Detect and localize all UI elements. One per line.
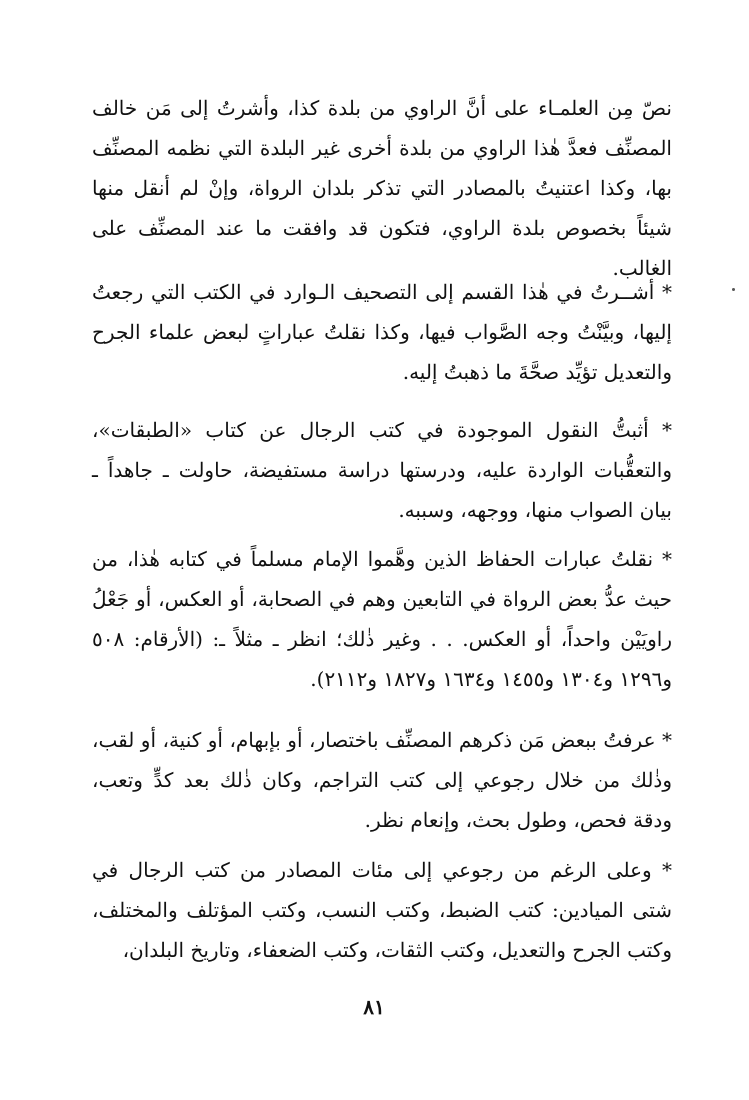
paragraph-sources: * وعلى الرغم من رجوعي إلى مئات المصادر من كتب الرجال في شتى الميادين: كتب الضبط، وكتب النسب، وكتب المؤتلف والمختلف، وكتب الجرح والتعديل، وكتب الثقات، وكتب الضعفاء، وتاريخ البلدان، [92, 858, 673, 962]
paragraph-identifying-narrators: * عرفتُ ببعض مَن ذكرهم المصنِّف باختصار، أو بإبهام، أو كنية، أو لقب، وذٰلك من خلال رجوعي إلى كتب التراجم، وكان ذٰلك بعد كدٍّ وتعب، ودقة فحص، وطول بحث، وإنعام نظر. [92, 728, 672, 832]
paragraph-narrators-cities: نصّ مِن العلمـاء على أنَّ الراوي من بلدة كذا، وأشرتُ إلى مَن خالف المصنِّف فعدَّ هٰذا الراوي من بلدة أخرى غير البلدة التي نظمه المصنِّف بها، وكذا اعتنيتُ بالمصادر التي تذكر بلدان الرواة، وإنْ لم أنقل منها شيئاً بخصوص بلدة الراوي، فتكون قد وافقت ما عند المصنِّف على الغالب. [92, 96, 672, 280]
page-number: ٨١ [363, 995, 385, 1019]
scan-speck [732, 288, 735, 291]
paragraph-tabaqat-quotes: * أثبتُّ النقول الموجودة في كتب الرجال عن كتاب «الطبقات»، والتعقُّبات الواردة عليه، ودرستها دراسة مستفيضة، حاولت ـ جاهداً ـ بيان الصواب منها، ووجهه، وسببه. [92, 418, 672, 522]
paragraph-huffaz-statements: * نقلتُ عبارات الحفاظ الذين وهَّموا الإمام مسلماً في كتابه هٰذا، من حيث عدُّ بعض الرواة في التابعين وهم في الصحابة، أو العكس، أو جَعْلُ راويَيْن واحداً، أو العكس. . . وغير ذٰلك؛ انظر ـ مثلاً ـ: (الأرقام: ٥٠٨ و١٢٩٦ و١٣٠٤ و١٤٥٥ و١٦٣٤ و١٨٢٧ و٢١١٢). [92, 547, 672, 691]
paragraph-tashif-note: * أشــرتُ في هٰذا القسم إلى التصحيف الـوارد في الكتب التي رجعتُ إليها، وبيَّنْتُ وجه الصَّواب فيها، وكذا نقلتُ عباراتٍ لبعض علماء الجرح والتعديل تؤيِّد صحَّةَ ما ذهبتُ إليه. [92, 280, 672, 384]
